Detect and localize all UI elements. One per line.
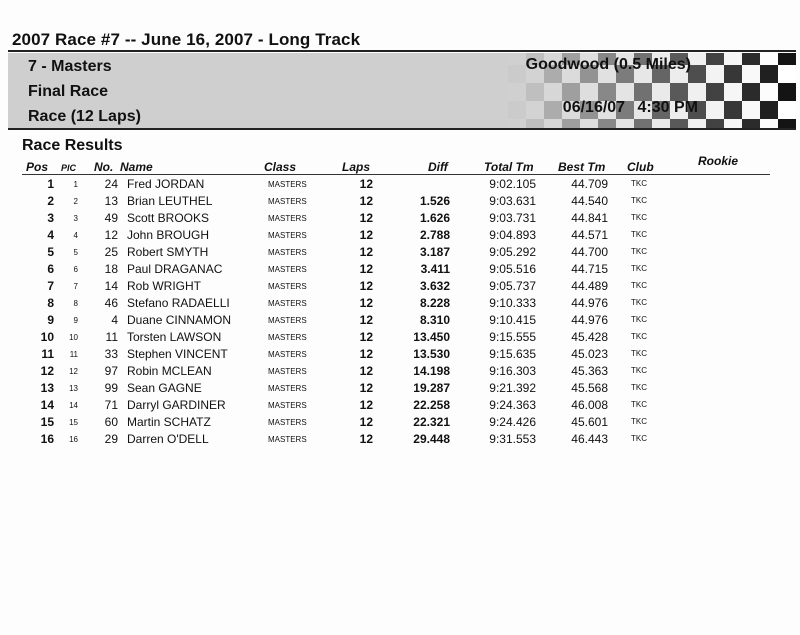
club-cell: TKC bbox=[631, 213, 647, 222]
pic-cell: 2 bbox=[73, 197, 78, 206]
table-row bbox=[0, 193, 800, 210]
laps-cell: 12 bbox=[359, 313, 373, 327]
club-cell: TKC bbox=[631, 247, 647, 256]
name-cell: John BROUGH bbox=[127, 228, 210, 242]
number-cell: 29 bbox=[104, 432, 118, 446]
diff-cell: 22.321 bbox=[413, 415, 450, 429]
best-time-cell: 44.841 bbox=[571, 211, 608, 225]
class-cell: MASTERS bbox=[268, 265, 307, 274]
pic-cell: 14 bbox=[69, 401, 78, 410]
col-no: No. bbox=[94, 160, 114, 174]
pic-cell: 9 bbox=[73, 316, 78, 325]
club-cell: TKC bbox=[631, 434, 647, 443]
page-title: 2007 Race #7 -- June 16, 2007 - Long Track bbox=[12, 30, 361, 49]
best-time-cell: 44.489 bbox=[571, 279, 608, 293]
header-divider bbox=[22, 174, 770, 175]
class-cell: MASTERS bbox=[268, 248, 307, 257]
table-row bbox=[0, 414, 800, 431]
col-rookie: Rookie bbox=[698, 154, 739, 168]
club-cell: TKC bbox=[631, 281, 647, 290]
club-cell: TKC bbox=[631, 196, 647, 205]
pic-cell: 15 bbox=[69, 418, 78, 427]
pos-cell: 4 bbox=[47, 228, 54, 242]
diff-cell: 8.228 bbox=[419, 296, 450, 310]
number-cell: 97 bbox=[104, 364, 118, 378]
number-cell: 12 bbox=[104, 228, 118, 242]
total-time-cell: 9:05.737 bbox=[489, 279, 536, 293]
name-cell: Stefano RADAELLI bbox=[127, 296, 230, 310]
number-cell: 33 bbox=[104, 347, 118, 361]
pos-cell: 16 bbox=[40, 432, 54, 446]
pos-cell: 13 bbox=[40, 381, 54, 395]
number-cell: 49 bbox=[104, 211, 118, 225]
laps-cell: 12 bbox=[359, 330, 373, 344]
number-cell: 18 bbox=[104, 262, 118, 276]
pos-cell: 7 bbox=[47, 279, 54, 293]
class-cell: MASTERS bbox=[268, 197, 307, 206]
total-time-cell: 9:24.426 bbox=[489, 415, 536, 429]
name-cell: Sean GAGNE bbox=[127, 381, 202, 395]
number-cell: 46 bbox=[104, 296, 118, 310]
pos-cell: 9 bbox=[47, 313, 54, 327]
col-class: Class bbox=[264, 160, 297, 174]
pos-cell: 10 bbox=[40, 330, 54, 344]
name-cell: Brian LEUTHEL bbox=[127, 194, 213, 208]
club-cell: TKC bbox=[631, 383, 647, 392]
best-time-cell: 44.709 bbox=[571, 177, 608, 191]
best-time-cell: 44.571 bbox=[571, 228, 608, 242]
diff-cell: 13.450 bbox=[413, 330, 450, 344]
pic-cell: 12 bbox=[69, 367, 78, 376]
best-time-cell: 44.700 bbox=[571, 245, 608, 259]
table-row bbox=[0, 346, 800, 363]
total-time-cell: 9:24.363 bbox=[489, 398, 536, 412]
results-table bbox=[0, 176, 800, 448]
class-cell: MASTERS bbox=[268, 299, 307, 308]
number-cell: 60 bbox=[104, 415, 118, 429]
laps-cell: 12 bbox=[359, 432, 373, 446]
laps-cell: 12 bbox=[359, 415, 373, 429]
diff-cell: 3.187 bbox=[419, 245, 450, 259]
pic-cell: 3 bbox=[73, 214, 78, 223]
pic-cell: 7 bbox=[73, 282, 78, 291]
banner-class: 7 - Masters bbox=[28, 58, 112, 75]
pic-cell: 4 bbox=[73, 231, 78, 240]
total-time-cell: 9:05.516 bbox=[489, 262, 536, 276]
best-time-cell: 45.601 bbox=[571, 415, 608, 429]
club-cell: TKC bbox=[631, 349, 647, 358]
col-laps: Laps bbox=[342, 160, 371, 174]
best-time-cell: 46.008 bbox=[571, 398, 608, 412]
class-cell: MASTERS bbox=[268, 316, 307, 325]
club-cell: TKC bbox=[631, 315, 647, 324]
class-cell: MASTERS bbox=[268, 180, 307, 189]
class-cell: MASTERS bbox=[268, 435, 307, 444]
laps-cell: 12 bbox=[359, 296, 373, 310]
name-cell: Fred JORDAN bbox=[127, 177, 205, 191]
best-time-cell: 44.540 bbox=[571, 194, 608, 208]
best-time-cell: 44.715 bbox=[571, 262, 608, 276]
best-time-cell: 44.976 bbox=[571, 296, 608, 310]
pos-cell: 6 bbox=[47, 262, 54, 276]
number-cell: 99 bbox=[104, 381, 118, 395]
number-cell: 13 bbox=[104, 194, 118, 208]
laps-cell: 12 bbox=[359, 177, 373, 191]
pic-cell: 1 bbox=[73, 180, 78, 189]
col-name: Name bbox=[120, 160, 153, 174]
best-time-cell: 45.363 bbox=[571, 364, 608, 378]
pos-cell: 12 bbox=[40, 364, 54, 378]
col-total: Total Tm bbox=[484, 160, 534, 174]
laps-cell: 12 bbox=[359, 194, 373, 208]
total-time-cell: 9:16.303 bbox=[489, 364, 536, 378]
name-cell: Darren O'DELL bbox=[127, 432, 209, 446]
best-time-cell: 45.568 bbox=[571, 381, 608, 395]
laps-cell: 12 bbox=[359, 228, 373, 242]
col-diff: Diff bbox=[428, 160, 448, 174]
club-cell: TKC bbox=[631, 332, 647, 341]
pos-cell: 11 bbox=[41, 347, 54, 361]
total-time-cell: 9:05.292 bbox=[489, 245, 536, 259]
pos-cell: 8 bbox=[47, 296, 54, 310]
class-cell: MASTERS bbox=[268, 231, 307, 240]
pos-cell: 2 bbox=[47, 194, 54, 208]
pos-cell: 14 bbox=[40, 398, 54, 412]
diff-cell: 1.626 bbox=[419, 211, 450, 225]
name-cell: Rob WRIGHT bbox=[127, 279, 202, 293]
col-pic: PIC bbox=[61, 163, 77, 173]
laps-cell: 12 bbox=[359, 381, 373, 395]
total-time-cell: 9:04.893 bbox=[489, 228, 536, 242]
number-cell: 24 bbox=[104, 177, 118, 191]
club-cell: TKC bbox=[631, 400, 647, 409]
col-pos: Pos bbox=[26, 160, 49, 174]
section-title: Race Results bbox=[22, 137, 123, 154]
table-row bbox=[0, 295, 800, 312]
diff-cell: 19.287 bbox=[413, 381, 450, 395]
laps-cell: 12 bbox=[359, 279, 373, 293]
name-cell: Martin SCHATZ bbox=[127, 415, 211, 429]
pos-cell: 3 bbox=[47, 211, 54, 225]
race-banner bbox=[8, 53, 796, 128]
table-row bbox=[0, 176, 800, 193]
pos-cell: 15 bbox=[40, 415, 54, 429]
table-row bbox=[0, 329, 800, 346]
pic-cell: 8 bbox=[73, 299, 78, 308]
name-cell: Paul DRAGANAC bbox=[127, 262, 223, 276]
table-row bbox=[0, 227, 800, 244]
class-cell: MASTERS bbox=[268, 350, 307, 359]
diff-cell: 8.310 bbox=[419, 313, 450, 327]
laps-cell: 12 bbox=[359, 364, 373, 378]
diff-cell: 22.258 bbox=[413, 398, 450, 412]
total-time-cell: 9:31.553 bbox=[489, 432, 536, 446]
table-row bbox=[0, 431, 800, 448]
table-row bbox=[0, 380, 800, 397]
col-club: Club bbox=[627, 160, 654, 174]
laps-cell: 12 bbox=[359, 262, 373, 276]
diff-cell: 14.198 bbox=[413, 364, 450, 378]
pos-cell: 5 bbox=[47, 245, 54, 259]
class-cell: MASTERS bbox=[268, 282, 307, 291]
pic-cell: 10 bbox=[69, 333, 78, 342]
race-datetime bbox=[563, 99, 698, 117]
diff-cell: 1.526 bbox=[419, 194, 450, 208]
table-row bbox=[0, 312, 800, 329]
pic-cell: 13 bbox=[69, 384, 78, 393]
class-cell: MASTERS bbox=[268, 418, 307, 427]
best-time-cell: 45.428 bbox=[571, 330, 608, 344]
club-cell: TKC bbox=[631, 230, 647, 239]
number-cell: 4 bbox=[111, 313, 118, 327]
total-time-cell: 9:10.333 bbox=[489, 296, 536, 310]
table-row bbox=[0, 210, 800, 227]
best-time-cell: 46.443 bbox=[571, 432, 608, 446]
total-time-cell: 9:15.555 bbox=[489, 330, 536, 344]
laps-cell: 12 bbox=[359, 398, 373, 412]
pos-cell: 1 bbox=[47, 177, 54, 191]
pic-cell: 6 bbox=[73, 265, 78, 274]
class-cell: MASTERS bbox=[268, 214, 307, 223]
class-cell: MASTERS bbox=[268, 333, 307, 342]
total-time-cell: 9:10.415 bbox=[489, 313, 536, 327]
diff-cell: 13.530 bbox=[413, 347, 450, 361]
number-cell: 11 bbox=[105, 330, 118, 344]
table-row bbox=[0, 261, 800, 278]
pic-cell: 5 bbox=[73, 248, 78, 257]
table-row bbox=[0, 363, 800, 380]
club-cell: TKC bbox=[631, 264, 647, 273]
total-time-cell: 9:03.631 bbox=[489, 194, 536, 208]
title-divider bbox=[8, 50, 796, 52]
banner-laps: Race (12 Laps) bbox=[28, 108, 141, 125]
total-time-cell: 9:21.392 bbox=[489, 381, 536, 395]
total-time-cell: 9:15.635 bbox=[489, 347, 536, 361]
number-cell: 71 bbox=[104, 398, 118, 412]
club-cell: TKC bbox=[631, 298, 647, 307]
race-date: 06/16/07 bbox=[562, 99, 626, 116]
col-best: Best Tm bbox=[558, 160, 606, 174]
total-time-cell: 9:03.731 bbox=[489, 211, 536, 225]
best-time-cell: 45.023 bbox=[571, 347, 608, 361]
laps-cell: 12 bbox=[359, 245, 373, 259]
pic-cell: 11 bbox=[69, 350, 78, 359]
table-row bbox=[0, 244, 800, 261]
best-time-cell: 44.976 bbox=[571, 313, 608, 327]
table-row bbox=[0, 397, 800, 414]
banner-divider bbox=[8, 128, 796, 130]
name-cell: Stephen VINCENT bbox=[127, 347, 228, 361]
name-cell: Torsten LAWSON bbox=[127, 330, 222, 344]
number-cell: 14 bbox=[104, 279, 118, 293]
diff-cell: 3.411 bbox=[420, 262, 450, 276]
name-cell: Robin MCLEAN bbox=[127, 364, 212, 378]
total-time-cell: 9:02.105 bbox=[489, 177, 536, 191]
class-cell: MASTERS bbox=[268, 401, 307, 410]
pic-cell: 16 bbox=[69, 435, 78, 444]
club-cell: TKC bbox=[631, 179, 647, 188]
diff-cell: 3.632 bbox=[419, 279, 450, 293]
name-cell: Robert SMYTH bbox=[127, 245, 209, 259]
name-cell: Darryl GARDINER bbox=[127, 398, 226, 412]
race-time: 4:30 PM bbox=[637, 99, 698, 116]
banner-race: Final Race bbox=[28, 83, 109, 100]
laps-cell: 12 bbox=[359, 211, 373, 225]
class-cell: MASTERS bbox=[268, 384, 307, 393]
club-cell: TKC bbox=[631, 366, 647, 375]
name-cell: Scott BROOKS bbox=[127, 211, 210, 225]
class-cell: MASTERS bbox=[268, 367, 307, 376]
table-row bbox=[0, 278, 800, 295]
name-cell: Duane CINNAMON bbox=[127, 313, 232, 327]
number-cell: 25 bbox=[104, 245, 118, 259]
venue: Goodwood (0.5 Miles) bbox=[525, 56, 691, 73]
club-cell: TKC bbox=[631, 417, 647, 426]
laps-cell: 12 bbox=[359, 347, 373, 361]
diff-cell: 29.448 bbox=[413, 432, 450, 446]
diff-cell: 2.788 bbox=[419, 228, 450, 242]
